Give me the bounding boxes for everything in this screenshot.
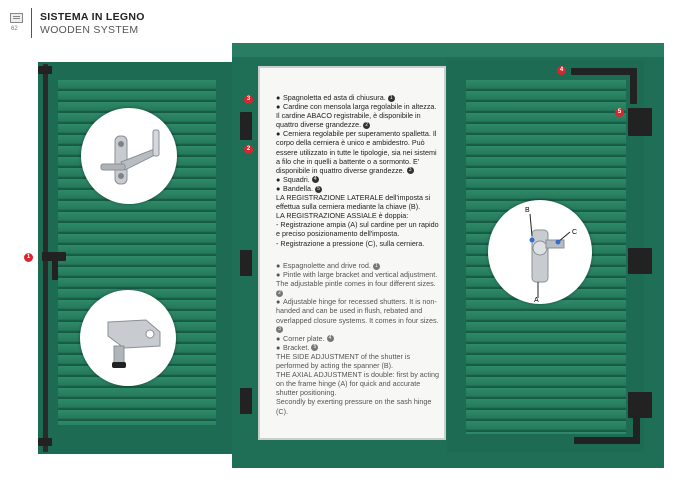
adjustment-detail-circle [488,200,592,304]
number-badge: 2 [276,290,283,297]
marker-3-hinge: 3 [244,95,253,104]
adjustment-illustration [488,200,592,304]
page-icon [10,13,23,23]
number-badge: 3 [407,167,414,174]
paragraph: - Registrazione ampia (A) sul cardine per un rapido e preciso posizionamento dell'imposta. [276,220,439,239]
paragraph: THE AXIAL ADJUSTMENT is double: first by acting on the frame hinge (A) for quick and accurate shutter positioning. [276,370,439,398]
list-item: ● Bracket. 5 [276,343,441,352]
title-italian: SISTEMA IN LEGNO [40,11,145,23]
hinge-pin [114,346,124,364]
corner-plate-vertical [630,68,637,104]
number-badge: 2 [363,122,370,129]
hinge-assembly [532,230,548,282]
bottom-bracket [574,437,640,444]
list-item: ● Adjustable hinge for recessed shutters. It is non-handed and can be used in flush, rebated and overlapped closure systems. It comes in four sizes. 3 [276,297,439,333]
hinge-top-right [628,108,652,136]
paragraph: THE SIDE ADJUSTMENT of the shutter is performed by acting the spanner (B). [276,351,411,371]
frame-top-rail [232,43,664,57]
pintle-pin [153,130,159,156]
hinge-top-left [240,112,252,140]
description-italian [276,93,441,248]
list-item: ● Corner plate. 4 [276,334,441,343]
marker-1: 1 [24,253,33,262]
header-divider [31,8,32,38]
point-b [530,238,535,243]
hinge-illustration [80,290,176,386]
hinge-cap [112,362,126,368]
number-badge: 5 [315,186,322,193]
hinge-knuckle [533,241,547,255]
list-item: ● Bandella. 5 [276,184,441,193]
number-badge: 3 [276,326,283,333]
pintle-screw [101,164,125,170]
number-badge: 4 [327,335,334,342]
paragraph: - Registrazione a pressione (C), sulla cerniera. [276,238,425,248]
hinge-middle-right [628,248,652,274]
label-a: A [534,297,539,304]
paragraph: Secondly by exerting pressure on the sash hinge (C). [276,397,432,416]
paragraph: LA REGISTRAZIONE LATERALE dell'imposta si effettua sulla cerniera mediante la chiave (B). [276,193,431,212]
title-english: WOODEN SYSTEM [40,24,139,36]
top-keeper [38,66,52,74]
pintle-screw-hole-top [118,141,124,147]
marker-5: 5 [615,108,624,117]
point-c [556,240,561,245]
hinge-bottom-right [628,392,652,418]
hinge-bottom-left [240,388,252,414]
marker-4: 4 [557,66,566,75]
pintle-detail-circle [81,108,177,204]
paragraph: LA REGISTRAZIONE ASSIALE è doppia: [276,211,409,221]
pintle-illustration [81,108,177,204]
page-number: 62 [11,26,18,32]
hinge-middle-left [240,250,252,276]
pintle-screw-hole-bottom [118,173,124,179]
number-badge: 5 [311,344,318,351]
description-english [276,261,441,416]
list-item: ● Espagnolette and drive rod. 1 [276,261,441,270]
label-b: B [525,207,530,214]
corner-plate [571,68,637,75]
hinge-detail-circle [80,290,176,386]
number-badge: 1 [373,263,380,270]
hinge-arm [546,240,564,248]
list-item: ● Cardine con mensola larga regolabile in altezza. Il cardine ABACO registrabile, è disponibile in quattro diverse grandezze. 2 [276,102,437,130]
marker-2-hinge: 2 [244,145,253,154]
list-item: ● Cerniera regolabile per superamento spalletta. Il corpo della cerniera è unico e ambidestro. Può essere utilizzato in tutte le tipologie, sia nei sistemi a filo che in quelli a battente o a sormonto. E' disponibile in quattro diverse grandezze. 3 [276,129,437,175]
label-c: C [572,229,578,236]
list-item: ● Spagnoletta ed asta di chiusura. 1 [276,93,441,102]
list-item: ● Squadri. 4 [276,175,441,184]
label-line-b [530,214,532,236]
list-item: ● Pintle with large bracket and vertical adjustment. The adjustable pintle comes in four different sizes. 2 [276,270,438,296]
bottom-keeper [38,438,52,446]
bottom-bracket-vertical [633,404,640,444]
number-badge: 1 [388,95,395,102]
hinge-ring [146,330,154,338]
espagnolette-handle-grip [52,258,58,280]
number-badge: 4 [312,176,319,183]
